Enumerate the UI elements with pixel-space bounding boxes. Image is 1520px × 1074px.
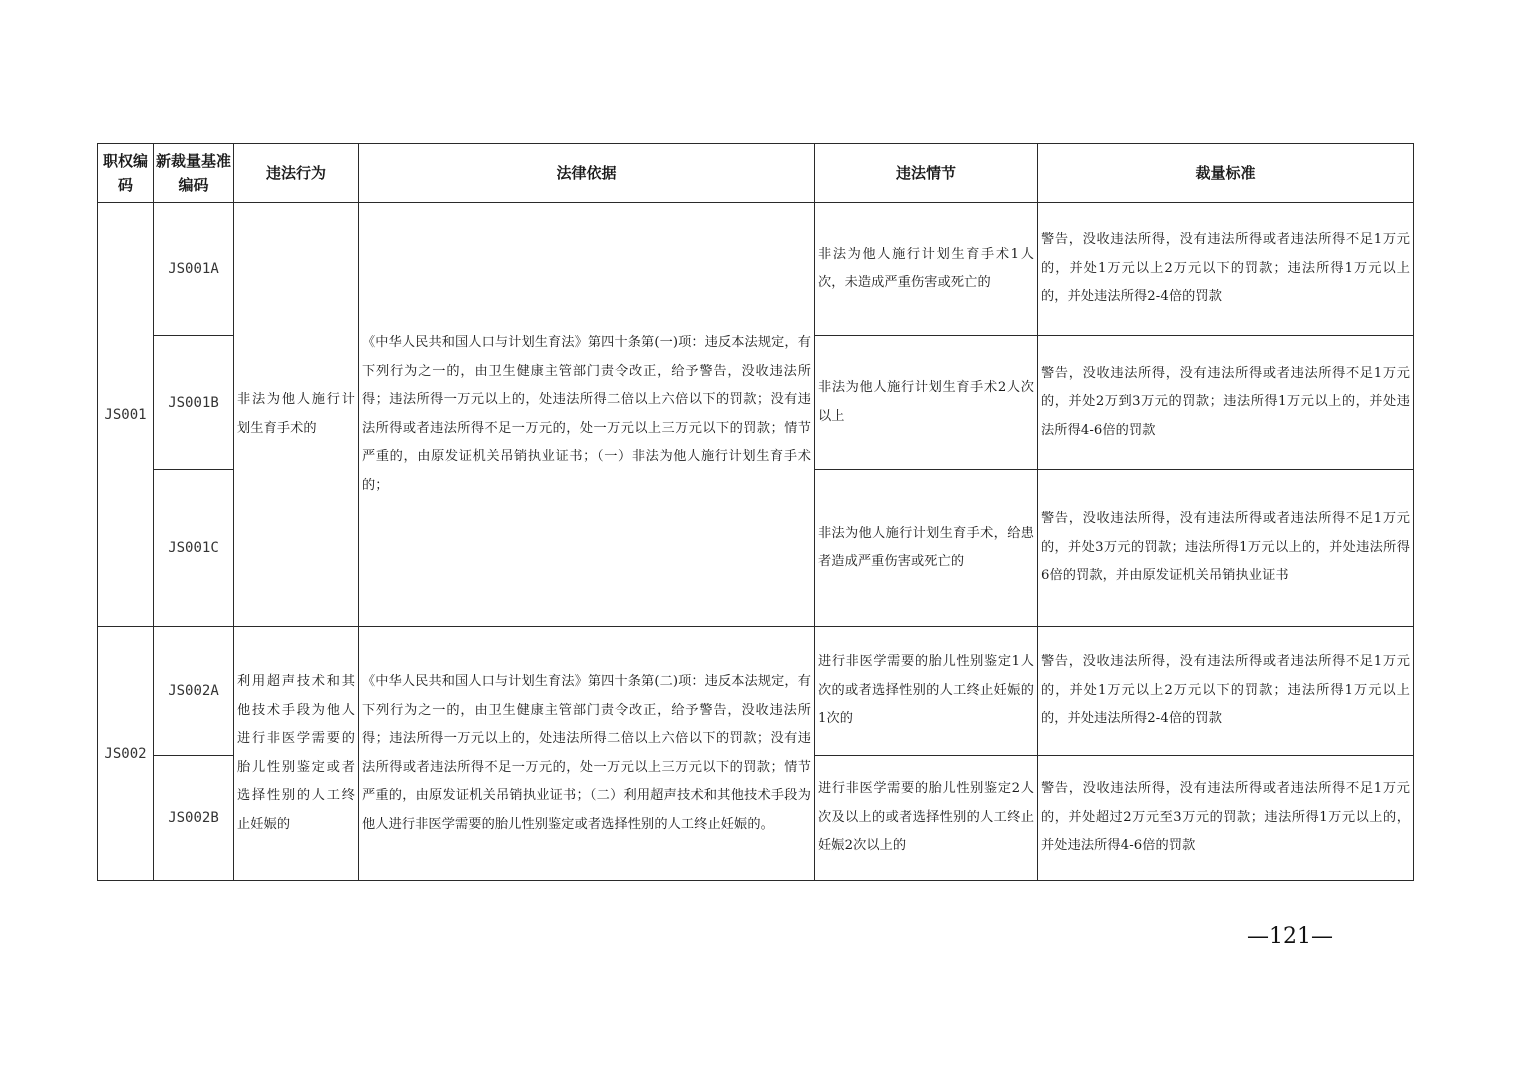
- header-circumstance: 违法情节: [815, 144, 1038, 203]
- violation-text: 非法为他人施行计划生育手术的: [234, 203, 359, 627]
- header-standard-code: 新裁量基准编码: [154, 144, 234, 203]
- violation-text: 利用超声技术和其他技术手段为他人进行非医学需要的胎儿性别鉴定或者选择性别的人工终止妊娠的: [234, 627, 359, 881]
- standard-code: JS002B: [154, 756, 234, 881]
- standard-text: 警告，没收违法所得，没有违法所得或者违法所得不足1万元的，并处超过2万元至3万元的罚款；违法所得1万元以上的，并处违法所得4-6倍的罚款: [1038, 756, 1414, 881]
- discretion-standard-table: [97, 143, 1414, 881]
- authority-code: JS002: [98, 627, 154, 881]
- standard-text: 警告，没收违法所得，没有违法所得或者违法所得不足1万元的，并处2万到3万元的罚款；违法所得1万元以上的，并处违法所得4-6倍的罚款: [1038, 336, 1414, 470]
- standard-text: 警告，没收违法所得，没有违法所得或者违法所得不足1万元的，并处1万元以上2万元以下的罚款；违法所得1万元以上的，并处违法所得2-4倍的罚款: [1038, 203, 1414, 336]
- legal-basis-text: 《中华人民共和国人口与计划生育法》第四十条第(二)项：违反本法规定，有下列行为之一的，由卫生健康主管部门责令改正，给予警告，没收违法所得；违法所得一万元以上的，处违法所得二倍以上六倍以下的罚款；没有违法所得或者违法所得不足一万元的，处一万元以上三万元以下的罚款；情节严重的，由原发证机关吊销执业证书；（二）利用超声技术和其他技术手段为他人进行非医学需要的胎儿性别鉴定或者选择性别的人工终止妊娠的。: [359, 627, 815, 881]
- page-number: —121—: [1247, 924, 1333, 949]
- header-violation: 违法行为: [234, 144, 359, 203]
- standard-code: JS001C: [154, 470, 234, 627]
- standard-code: JS001B: [154, 336, 234, 470]
- table-row: [98, 203, 1414, 336]
- header-authority-code: 职权编码: [98, 144, 154, 203]
- header-legal-basis: 法律依据: [359, 144, 815, 203]
- standard-code: JS002A: [154, 627, 234, 756]
- standard-text: 警告，没收违法所得，没有违法所得或者违法所得不足1万元的，并处3万元的罚款；违法所得1万元以上的，并处违法所得6倍的罚款，并由原发证机关吊销执业证书: [1038, 470, 1414, 627]
- header-discretion-standard: 裁量标准: [1038, 144, 1414, 203]
- circumstance-text: 非法为他人施行计划生育手术2人次以上: [815, 336, 1038, 470]
- legal-basis-text: 《中华人民共和国人口与计划生育法》第四十条第(一)项：违反本法规定，有下列行为之一的，由卫生健康主管部门责令改正，给予警告，没收违法所得；违法所得一万元以上的，处违法所得二倍以上六倍以下的罚款；没有违法所得或者违法所得不足一万元的，处一万元以上三万元以下的罚款；情节严重的，由原发证机关吊销执业证书；（一）非法为他人施行计划生育手术的；: [359, 203, 815, 627]
- circumstance-text: 进行非医学需要的胎儿性别鉴定2人次及以上的或者选择性别的人工终止妊娠2次以上的: [815, 756, 1038, 881]
- header-row: [98, 144, 1414, 203]
- standard-text: 警告，没收违法所得，没有违法所得或者违法所得不足1万元的，并处1万元以上2万元以下的罚款；违法所得1万元以上的，并处违法所得2-4倍的罚款: [1038, 627, 1414, 756]
- circumstance-text: 非法为他人施行计划生育手术，给患者造成严重伤害或死亡的: [815, 470, 1038, 627]
- table-row: [98, 627, 1414, 756]
- circumstance-text: 非法为他人施行计划生育手术1人次，未造成严重伤害或死亡的: [815, 203, 1038, 336]
- standard-code: JS001A: [154, 203, 234, 336]
- circumstance-text: 进行非医学需要的胎儿性别鉴定1人次的或者选择性别的人工终止妊娠的1次的: [815, 627, 1038, 756]
- authority-code: JS001: [98, 203, 154, 627]
